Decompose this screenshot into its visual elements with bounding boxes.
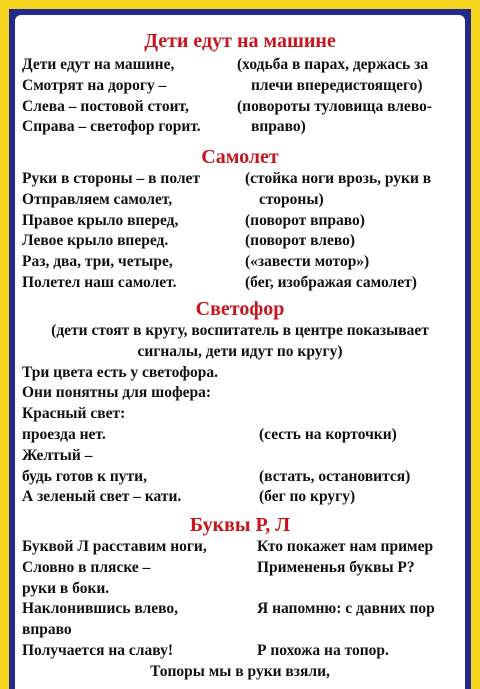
- action-note: (поворот вправо): [245, 211, 365, 229]
- verse-line: вправо: [22, 621, 72, 639]
- verse-row: [15, 211, 465, 232]
- verse-row: [15, 273, 465, 294]
- verse-row: [15, 252, 465, 273]
- action-note: (ходьба в парах, держась за: [237, 56, 429, 73]
- verse-line-right: Р похожа на топор.: [257, 641, 389, 659]
- verse-row: [15, 487, 465, 508]
- verse-row: [15, 641, 465, 662]
- section-title: Буквы Р, Л: [189, 514, 291, 536]
- action-note: (сесть на корточки): [259, 425, 397, 443]
- section-cars: [15, 29, 465, 138]
- verse-row: [15, 620, 465, 641]
- verse-line: А зеленый свет – кати.: [22, 488, 182, 506]
- verse-line-right: Кто покажет нам пример: [257, 538, 434, 555]
- verse-row: [15, 117, 465, 138]
- action-note: плечи впередистоящего): [251, 76, 423, 94]
- verse-row: [15, 599, 465, 620]
- action-note: вправо): [251, 118, 306, 136]
- verse-line: Наклонившись влево,: [22, 600, 179, 618]
- section-title: Самолет: [201, 146, 279, 168]
- section-letters: [15, 513, 465, 683]
- section-intro: сигналы, дети идут по кругу): [137, 342, 343, 360]
- verse-line: Справа – светофор горит.: [22, 118, 201, 136]
- section-title: Светофор: [195, 298, 285, 320]
- verse-line: проезда нет.: [22, 425, 106, 443]
- verse-row: [15, 425, 465, 446]
- verse-line: Отправляем самолет,: [22, 190, 173, 208]
- verse-row: [15, 76, 465, 97]
- verse-line: Раз, два, три, четыре,: [22, 253, 173, 271]
- section-title: Дети едут на машине: [144, 30, 336, 52]
- verse-line: Буквой Л расставим ноги,: [22, 538, 207, 555]
- verse-line: Три цвета есть у светофора.: [22, 363, 219, 381]
- verse-line: Дети едут на машине,: [22, 56, 175, 73]
- section-traffic-light: [15, 297, 465, 508]
- verse-row: [15, 55, 465, 76]
- verse-row: [15, 404, 465, 425]
- verse-line: Словно в пляске –: [22, 558, 151, 576]
- action-note: (стойка ноги врозь, руки в: [245, 170, 432, 187]
- verse-row: [15, 383, 465, 404]
- verse-line: Руки в стороны – в полет: [22, 170, 201, 187]
- verse-row: [15, 537, 465, 558]
- verse-line: руки в боки.: [22, 579, 110, 597]
- action-note: (бег, изображая самолет): [245, 273, 417, 291]
- verse-line: Они понятны для шофера:: [22, 384, 212, 402]
- action-note: (встать, остановится): [259, 467, 411, 485]
- verse-row: [15, 97, 465, 118]
- verse-row: [15, 363, 465, 384]
- verse-line: Красный свет:: [22, 405, 126, 423]
- verse-row: [15, 579, 465, 600]
- section-intro: (дети стоят в кругу, воспитатель в центре показывает: [51, 322, 429, 339]
- verse-line: Получается на славу!: [22, 641, 173, 659]
- verse-row: [15, 558, 465, 579]
- verse-line: Желтый –: [22, 446, 93, 464]
- action-note: (поворот влево): [245, 232, 356, 250]
- verse-line: Левое крыло вперед.: [22, 232, 169, 250]
- action-note: («завести мотор»): [245, 253, 370, 271]
- verse-line: Слева – постовой стоит,: [22, 97, 189, 115]
- verse-line-right: Примененья буквы Р?: [257, 558, 415, 576]
- action-note: стороны): [259, 190, 324, 208]
- verse-line: Правое крыло вперед,: [22, 211, 179, 229]
- verse-row: [15, 190, 465, 211]
- verse-line-right: Я напомню: с давних пор: [257, 600, 435, 618]
- poem-card: [15, 15, 465, 689]
- verse-line: будь готов к пути,: [22, 467, 147, 485]
- verse-line: Полетел наш самолет.: [22, 273, 177, 291]
- verse-row: [15, 467, 465, 488]
- verse-row: [15, 169, 465, 190]
- action-note: (повороты туловища влево-: [237, 97, 432, 115]
- verse-row: [15, 446, 465, 467]
- verse-row: [15, 231, 465, 252]
- section-footer: Топоры мы в руки взяли,: [150, 662, 330, 680]
- verse-line: Смотрят на дорогу –: [22, 76, 167, 94]
- action-note: (бег по кругу): [259, 488, 356, 506]
- section-airplane: [15, 145, 465, 294]
